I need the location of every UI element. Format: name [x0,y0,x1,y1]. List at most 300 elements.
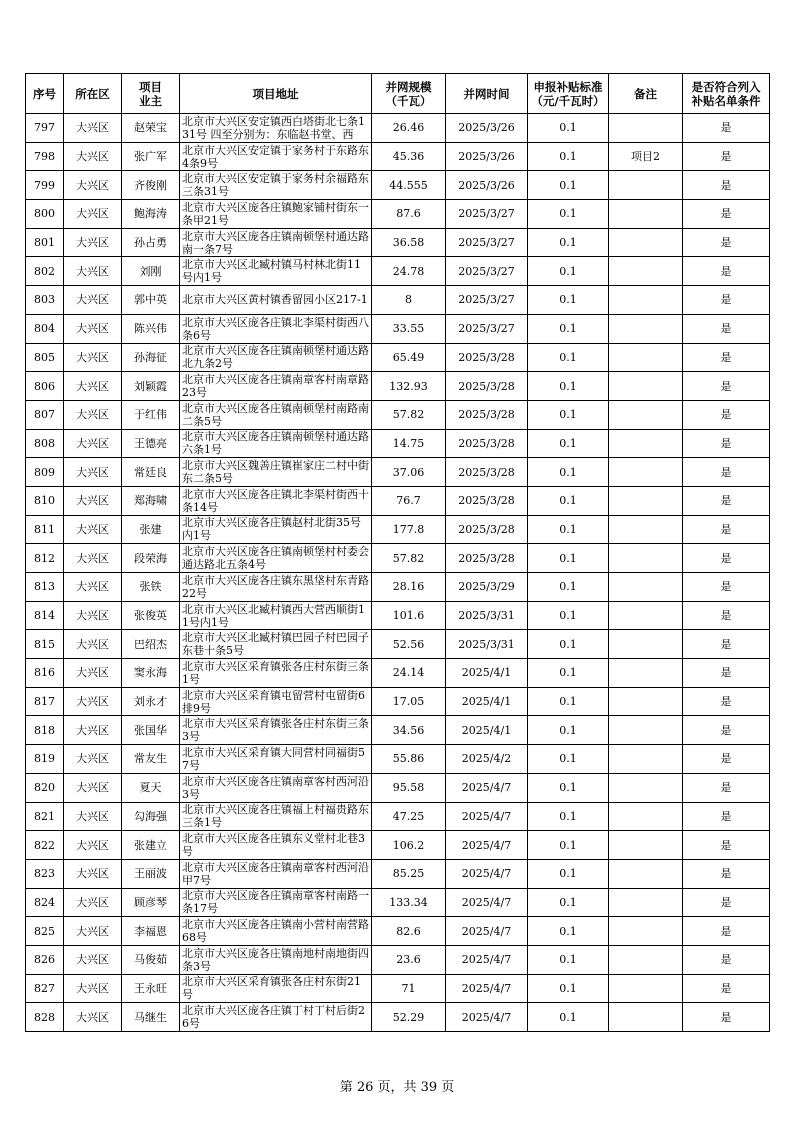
cell-remark [609,200,683,229]
cell-address: 北京市大兴区庞各庄镇南顿堡村通达路南一条7号 [180,228,372,257]
cell-address: 北京市大兴区庞各庄镇北李渠村街西八条6号 [180,314,372,343]
cell-eligible: 是 [683,687,770,716]
cell-remark [609,1003,683,1032]
header-capacity: 并网规模 （千瓦） [372,74,446,114]
cell-seq: 806 [26,372,64,401]
cell-address: 北京市大兴区北臧村镇巴园子村巴园子东巷十条5号 [180,630,372,659]
cell-seq: 803 [26,286,64,315]
cell-eligible: 是 [683,974,770,1003]
table-row [26,716,770,745]
cell-remark [609,716,683,745]
cell-district: 大兴区 [64,573,122,602]
cell-district: 大兴区 [64,888,122,917]
cell-eligible: 是 [683,888,770,917]
cell-owner: 齐俊刚 [122,171,180,200]
cell-owner: 常廷良 [122,458,180,487]
cell-standard: 0.1 [528,831,609,860]
cell-date: 2025/4/7 [446,888,528,917]
cell-address: 北京市大兴区安定镇于家务村于东路东4条9号 [180,142,372,171]
cell-capacity: 52.56 [372,630,446,659]
cell-owner: 孙占勇 [122,228,180,257]
cell-district: 大兴区 [64,114,122,143]
cell-owner: 张建立 [122,831,180,860]
cell-address: 北京市大兴区庞各庄镇赵村北街35号内1号 [180,515,372,544]
cell-capacity: 57.82 [372,544,446,573]
cell-date: 2025/3/28 [446,429,528,458]
cell-address: 北京市大兴区庞各庄镇福上村福贵路东三条1号 [180,802,372,831]
cell-owner: 张建 [122,515,180,544]
cell-seq: 808 [26,429,64,458]
cell-eligible: 是 [683,114,770,143]
cell-date: 2025/3/28 [446,400,528,429]
cell-standard: 0.1 [528,573,609,602]
cell-date: 2025/4/1 [446,659,528,688]
cell-owner: 赵荣宝 [122,114,180,143]
cell-capacity: 26.46 [372,114,446,143]
cell-capacity: 14.75 [372,429,446,458]
table-row [26,114,770,143]
table-row [26,888,770,917]
cell-owner: 王丽波 [122,859,180,888]
cell-district: 大兴区 [64,372,122,401]
cell-capacity: 65.49 [372,343,446,372]
cell-address: 北京市大兴区庞各庄镇东义堂村北巷3号 [180,831,372,860]
cell-capacity: 33.55 [372,314,446,343]
cell-seq: 817 [26,687,64,716]
header-owner: 项目 业主 [122,74,180,114]
cell-remark [609,429,683,458]
cell-remark [609,831,683,860]
cell-district: 大兴区 [64,343,122,372]
cell-eligible: 是 [683,745,770,774]
cell-district: 大兴区 [64,601,122,630]
cell-standard: 0.1 [528,745,609,774]
cell-remark [609,859,683,888]
cell-seq: 805 [26,343,64,372]
cell-district: 大兴区 [64,228,122,257]
cell-standard: 0.1 [528,286,609,315]
cell-owner: 窦永海 [122,659,180,688]
table-row [26,515,770,544]
cell-remark: 项目2 [609,142,683,171]
cell-district: 大兴区 [64,458,122,487]
cell-address: 北京市大兴区庞各庄镇南章客村南章路23号 [180,372,372,401]
cell-standard: 0.1 [528,228,609,257]
cell-address: 北京市大兴区庞各庄镇鲍家铺村街东一条甲21号 [180,200,372,229]
cell-date: 2025/3/26 [446,142,528,171]
cell-date: 2025/4/7 [446,945,528,974]
cell-standard: 0.1 [528,659,609,688]
cell-date: 2025/3/31 [446,601,528,630]
subsidy-table-container [25,73,769,1032]
cell-seq: 814 [26,601,64,630]
cell-address: 北京市大兴区庞各庄镇南章客村西河沿甲7号 [180,859,372,888]
cell-standard: 0.1 [528,372,609,401]
cell-eligible: 是 [683,257,770,286]
cell-remark [609,659,683,688]
cell-eligible: 是 [683,458,770,487]
header-remark: 备注 [609,74,683,114]
cell-owner: 鲍海涛 [122,200,180,229]
cell-district: 大兴区 [64,486,122,515]
cell-district: 大兴区 [64,544,122,573]
cell-seq: 812 [26,544,64,573]
cell-district: 大兴区 [64,1003,122,1032]
cell-seq: 799 [26,171,64,200]
cell-date: 2025/3/28 [446,515,528,544]
cell-capacity: 24.78 [372,257,446,286]
cell-eligible: 是 [683,1003,770,1032]
cell-address: 北京市大兴区庞各庄镇南小营村南营路68号 [180,917,372,946]
table-row [26,228,770,257]
cell-seq: 828 [26,1003,64,1032]
header-standard: 申报补贴标准 （元/千瓦时） [528,74,609,114]
table-row [26,257,770,286]
cell-seq: 818 [26,716,64,745]
cell-date: 2025/3/28 [446,343,528,372]
cell-owner: 常友生 [122,745,180,774]
cell-eligible: 是 [683,400,770,429]
cell-seq: 813 [26,573,64,602]
cell-remark [609,888,683,917]
cell-date: 2025/4/7 [446,859,528,888]
cell-owner: 刘颖霞 [122,372,180,401]
table-row [26,200,770,229]
cell-seq: 816 [26,659,64,688]
cell-owner: 夏天 [122,773,180,802]
cell-district: 大兴区 [64,515,122,544]
cell-eligible: 是 [683,343,770,372]
cell-eligible: 是 [683,314,770,343]
cell-eligible: 是 [683,945,770,974]
table-header [26,74,770,114]
cell-date: 2025/3/28 [446,486,528,515]
cell-owner: 郑海啸 [122,486,180,515]
table-row [26,171,770,200]
cell-capacity: 101.6 [372,601,446,630]
cell-date: 2025/3/28 [446,544,528,573]
cell-seq: 820 [26,773,64,802]
cell-address: 北京市大兴区安定镇西白塔街北七条131号 四至分别为：东临赵书堂、西 [180,114,372,143]
cell-owner: 于红伟 [122,400,180,429]
cell-owner: 王德亮 [122,429,180,458]
cell-address: 北京市大兴区采育镇大同营村同福街57号 [180,745,372,774]
cell-eligible: 是 [683,773,770,802]
table-body [26,114,770,1032]
cell-address: 北京市大兴区采育镇张各庄村东街三条1号 [180,659,372,688]
cell-address: 北京市大兴区庞各庄镇北李渠村街西十条14号 [180,486,372,515]
cell-standard: 0.1 [528,544,609,573]
cell-eligible: 是 [683,429,770,458]
cell-standard: 0.1 [528,200,609,229]
cell-seq: 807 [26,400,64,429]
cell-date: 2025/3/27 [446,286,528,315]
cell-standard: 0.1 [528,888,609,917]
cell-standard: 0.1 [528,917,609,946]
cell-standard: 0.1 [528,400,609,429]
table-row [26,142,770,171]
cell-owner: 马继生 [122,1003,180,1032]
cell-standard: 0.1 [528,974,609,1003]
cell-remark [609,114,683,143]
cell-district: 大兴区 [64,142,122,171]
cell-seq: 801 [26,228,64,257]
cell-eligible: 是 [683,142,770,171]
cell-district: 大兴区 [64,257,122,286]
cell-seq: 800 [26,200,64,229]
cell-address: 北京市大兴区魏善庄镇崔家庄二村中街东二条5号 [180,458,372,487]
cell-district: 大兴区 [64,716,122,745]
cell-capacity: 82.6 [372,917,446,946]
cell-seq: 809 [26,458,64,487]
subsidy-table [25,73,770,1032]
table-row [26,573,770,602]
cell-owner: 刘刚 [122,257,180,286]
cell-standard: 0.1 [528,687,609,716]
cell-address: 北京市大兴区北臧村镇马村林北街11号内1号 [180,257,372,286]
cell-capacity: 45.36 [372,142,446,171]
cell-date: 2025/3/29 [446,573,528,602]
cell-standard: 0.1 [528,171,609,200]
cell-remark [609,372,683,401]
cell-eligible: 是 [683,573,770,602]
cell-district: 大兴区 [64,831,122,860]
table-row [26,400,770,429]
cell-standard: 0.1 [528,802,609,831]
cell-date: 2025/3/27 [446,257,528,286]
cell-address: 北京市大兴区采育镇张各庄村东街21号 [180,974,372,1003]
table-row [26,1003,770,1032]
cell-address: 北京市大兴区庞各庄镇丁村丁村后街26号 [180,1003,372,1032]
cell-address: 北京市大兴区庞各庄镇南顿堡村南路南二条5号 [180,400,372,429]
cell-seq: 825 [26,917,64,946]
cell-capacity: 55.86 [372,745,446,774]
table-row [26,630,770,659]
cell-remark [609,286,683,315]
table-row [26,917,770,946]
cell-capacity: 85.25 [372,859,446,888]
cell-owner: 张铁 [122,573,180,602]
table-row [26,659,770,688]
cell-date: 2025/3/31 [446,630,528,659]
cell-owner: 张广军 [122,142,180,171]
cell-standard: 0.1 [528,1003,609,1032]
cell-capacity: 23.6 [372,945,446,974]
cell-eligible: 是 [683,716,770,745]
cell-eligible: 是 [683,802,770,831]
cell-remark [609,515,683,544]
cell-date: 2025/3/26 [446,114,528,143]
cell-date: 2025/4/7 [446,802,528,831]
cell-capacity: 133.34 [372,888,446,917]
cell-standard: 0.1 [528,142,609,171]
table-row [26,343,770,372]
cell-seq: 821 [26,802,64,831]
cell-remark [609,773,683,802]
cell-owner: 刘永才 [122,687,180,716]
cell-remark [609,945,683,974]
cell-eligible: 是 [683,515,770,544]
cell-owner: 勾海强 [122,802,180,831]
cell-owner: 巴绍杰 [122,630,180,659]
cell-date: 2025/4/7 [446,974,528,1003]
table-row [26,429,770,458]
cell-seq: 819 [26,745,64,774]
table-row [26,486,770,515]
cell-owner: 顾彦琴 [122,888,180,917]
cell-owner: 王永旺 [122,974,180,1003]
cell-address: 北京市大兴区庞各庄镇南地村南地街四条3号 [180,945,372,974]
cell-eligible: 是 [683,228,770,257]
cell-eligible: 是 [683,917,770,946]
table-row [26,974,770,1003]
cell-date: 2025/4/1 [446,716,528,745]
cell-district: 大兴区 [64,429,122,458]
cell-date: 2025/4/7 [446,1003,528,1032]
cell-remark [609,630,683,659]
cell-remark [609,257,683,286]
cell-capacity: 34.56 [372,716,446,745]
cell-capacity: 57.82 [372,400,446,429]
cell-standard: 0.1 [528,114,609,143]
cell-address: 北京市大兴区庞各庄镇东黑垡村东青路22号 [180,573,372,602]
cell-capacity: 17.05 [372,687,446,716]
cell-capacity: 106.2 [372,831,446,860]
cell-date: 2025/4/2 [446,745,528,774]
cell-capacity: 87.6 [372,200,446,229]
cell-standard: 0.1 [528,486,609,515]
cell-eligible: 是 [683,171,770,200]
cell-address: 北京市大兴区庞各庄镇南顿堡村通达路北九条2号 [180,343,372,372]
cell-district: 大兴区 [64,773,122,802]
cell-capacity: 37.06 [372,458,446,487]
cell-district: 大兴区 [64,974,122,1003]
cell-remark [609,458,683,487]
table-row [26,687,770,716]
cell-district: 大兴区 [64,917,122,946]
cell-eligible: 是 [683,372,770,401]
cell-remark [609,171,683,200]
table-row [26,831,770,860]
cell-standard: 0.1 [528,314,609,343]
cell-eligible: 是 [683,601,770,630]
cell-owner: 李福恩 [122,917,180,946]
cell-date: 2025/4/1 [446,687,528,716]
cell-owner: 郭中英 [122,286,180,315]
cell-seq: 798 [26,142,64,171]
header-address: 项目地址 [180,74,372,114]
cell-owner: 马俊茹 [122,945,180,974]
cell-standard: 0.1 [528,859,609,888]
header-district: 所在区 [64,74,122,114]
cell-remark [609,745,683,774]
cell-standard: 0.1 [528,257,609,286]
cell-owner: 孙海征 [122,343,180,372]
cell-standard: 0.1 [528,458,609,487]
cell-address: 北京市大兴区庞各庄镇南章客村南路一条17号 [180,888,372,917]
cell-standard: 0.1 [528,429,609,458]
cell-seq: 815 [26,630,64,659]
cell-seq: 797 [26,114,64,143]
cell-remark [609,400,683,429]
table-row [26,745,770,774]
cell-address: 北京市大兴区采育镇张各庄村东街三条3号 [180,716,372,745]
cell-district: 大兴区 [64,630,122,659]
cell-date: 2025/4/7 [446,917,528,946]
cell-district: 大兴区 [64,200,122,229]
cell-seq: 826 [26,945,64,974]
cell-seq: 824 [26,888,64,917]
cell-remark [609,228,683,257]
cell-district: 大兴区 [64,945,122,974]
cell-remark [609,314,683,343]
cell-capacity: 71 [372,974,446,1003]
table-row [26,945,770,974]
cell-capacity: 76.7 [372,486,446,515]
cell-date: 2025/3/27 [446,314,528,343]
cell-address: 北京市大兴区庞各庄镇南顿堡村通达路六条1号 [180,429,372,458]
cell-seq: 802 [26,257,64,286]
cell-seq: 804 [26,314,64,343]
cell-remark [609,802,683,831]
cell-address: 北京市大兴区黄村镇香留园小区217-1 [180,286,372,315]
cell-district: 大兴区 [64,314,122,343]
cell-eligible: 是 [683,286,770,315]
cell-seq: 827 [26,974,64,1003]
cell-standard: 0.1 [528,515,609,544]
cell-address: 北京市大兴区安定镇于家务村余福路东三条31号 [180,171,372,200]
cell-owner: 张国华 [122,716,180,745]
cell-remark [609,573,683,602]
cell-eligible: 是 [683,630,770,659]
cell-date: 2025/3/28 [446,372,528,401]
cell-capacity: 8 [372,286,446,315]
cell-address: 北京市大兴区采育镇屯留营村屯留街6排9号 [180,687,372,716]
cell-owner: 张俊英 [122,601,180,630]
cell-seq: 822 [26,831,64,860]
cell-capacity: 95.58 [372,773,446,802]
cell-district: 大兴区 [64,659,122,688]
cell-capacity: 36.58 [372,228,446,257]
cell-capacity: 52.29 [372,1003,446,1032]
cell-eligible: 是 [683,200,770,229]
cell-district: 大兴区 [64,171,122,200]
cell-standard: 0.1 [528,773,609,802]
cell-date: 2025/4/7 [446,773,528,802]
cell-remark [609,343,683,372]
table-row [26,544,770,573]
cell-capacity: 44.555 [372,171,446,200]
cell-capacity: 47.25 [372,802,446,831]
cell-seq: 823 [26,859,64,888]
table-row [26,773,770,802]
table-row [26,601,770,630]
cell-standard: 0.1 [528,716,609,745]
cell-remark [609,974,683,1003]
cell-remark [609,917,683,946]
cell-district: 大兴区 [64,745,122,774]
table-row [26,314,770,343]
cell-capacity: 177.8 [372,515,446,544]
cell-district: 大兴区 [64,802,122,831]
cell-district: 大兴区 [64,687,122,716]
cell-seq: 811 [26,515,64,544]
header-seq: 序号 [26,74,64,114]
cell-remark [609,687,683,716]
cell-owner: 陈兴伟 [122,314,180,343]
cell-remark [609,601,683,630]
cell-date: 2025/3/28 [446,458,528,487]
